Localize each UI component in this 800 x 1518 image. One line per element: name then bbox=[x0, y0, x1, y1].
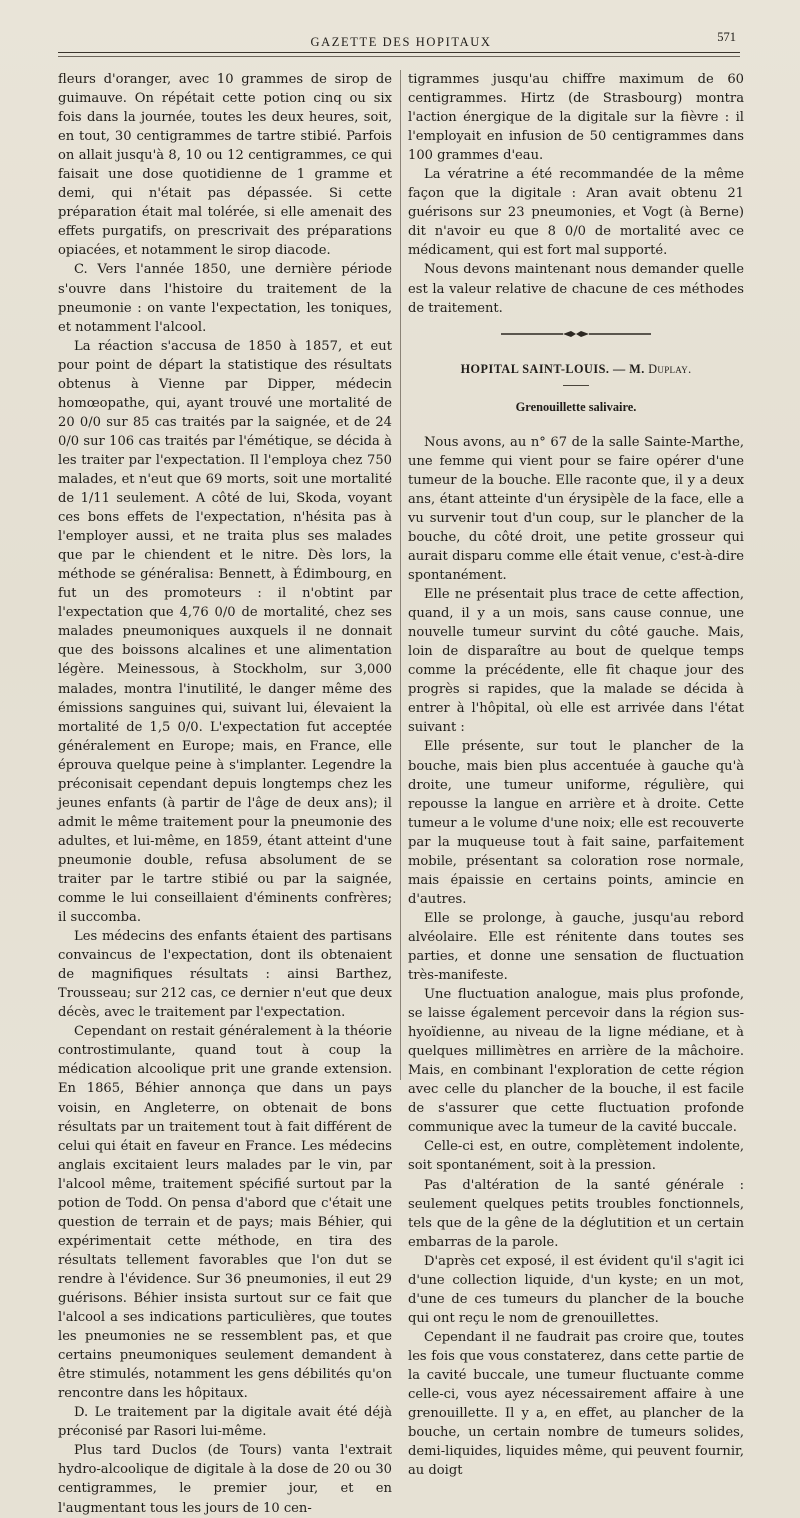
header-rule-thin bbox=[58, 56, 740, 57]
paragraph: Elle présente, sur tout le plancher de la bouche, mais bien plus accentuée à gauche qu'à droite, une tumeur uniforme, régulière, qui repousse la langue en arrière et à droite. Cette tumeur a le volume d'une noix; elle est recouverte par la muqueuse tout à fait saine, parfaitement mobile, présentant sa coloration rose normale, mais épaissie en certains points, amincie en d'autres. bbox=[408, 739, 744, 907]
paragraph: La vératrine a été recommandée de la même façon que la digitale : Aran avait obtenu 21 guérisons sur 23 pneumonies, et Vogt (à Berne) dit n'avoir eu que 8 0/0 de mortalité avec ce médicament, qui est fort mal supporté. bbox=[408, 167, 744, 259]
page-number: 571 bbox=[717, 30, 736, 44]
page-header bbox=[56, 30, 746, 52]
ornament-divider bbox=[501, 330, 651, 338]
paragraph: Nous devons maintenant nous demander quelle est la valeur relative de chacune de ces méthodes de traitement. bbox=[408, 262, 744, 316]
right-column bbox=[408, 70, 744, 1479]
paragraph: Cependant on restait généralement à la théorie controstimulante, quand tout à coup la médication alcoolique prit une grande extension. En 1865, Béhier annonça que dans un pays voisin, en Angleterre, on obtenait de bons résultats par un traitement tout à fait différent de celui qui était en faveur en France. Les médecins anglais excitaient leurs malades par le vin, par l'alcool même, traitement spécifié surtout par la potion de Todd. On pensa d'abord que c'était une question de terrain et de pays; mais Béhier, qui expérimentait cette méthode, en tira des résultats tellement favorables que l'on dut se rendre à l'évidence. Sur 36 pneumonies, il eut 29 guérisons. Béhier insista surtout sur ce fait que l'alcool a ses indications particulières, que toutes les pneumonies ne se ressemblent pas, et que certains pneumoniques seulement demandent à être stimulés, notamment les gens débilités qu'on rencontre dans les hôpitaux. bbox=[58, 1024, 392, 1402]
paragraph: Pas d'altération de la santé générale : seulement quelques petits troubles fonctionnels, tels que de la gêne de la déglutition et un certain embarras de la parole. bbox=[408, 1177, 744, 1250]
left-column bbox=[58, 70, 392, 1516]
header-rule bbox=[58, 52, 740, 53]
ornament-icon bbox=[501, 330, 651, 338]
paragraph: fleurs d'oranger, avec 10 grammes de sirop de guimauve. On répétait cette potion cinq ou six fois dans la journée, toutes les deux heures, soit, en tout, 30 centigrammes de tartre stibié. Parfois on allait jusqu'à 8, 10 ou 12 centigrammes, ce qui faisait une dose quotidienne de 1 gramme et demi, qui n'était pas dépassée. Si cette préparation était mal tolérée, si elle amenait des effets purgatifs, on prescrivait des préparations opiacées, et notamment le sirop diacode. bbox=[58, 72, 392, 259]
paragraph: D. Le traitement par la digitale avait été déjà préconisé par Rasori lui-même. bbox=[58, 1405, 392, 1440]
paragraph: Les médecins des enfants étaient des partisans convaincus de l'expectation, dont ils obtenaient de magnifiques résultats : ainsi Barthez, Trousseau; sur 212 cas, ce dernier n'eut que deux décès, avec le traitement par l'expectation. bbox=[58, 929, 392, 1021]
short-rule bbox=[563, 385, 589, 386]
paragraph: Cependant il ne faudrait pas croire que, toutes les fois que vous constaterez, dans cette partie de la cavité buccale, une tumeur fluctuante comme celle-ci, vous ayez nécessairement affaire à une grenouillette. Il y a, en effet, au plancher de la bouche, un certain nombre de tumeurs solides, demi-liquides, liquides même, qui peuvent fournir, au doigt bbox=[408, 1329, 744, 1479]
paragraph: Celle-ci est, en outre, complètement indolente, soit spontanément, soit à la pression. bbox=[408, 1139, 744, 1174]
hospital-heading bbox=[408, 360, 744, 379]
section-title: Grenouillette salivaire. bbox=[515, 399, 637, 414]
paragraph: Elle ne présentait plus trace de cette affection, quand, il y a un mois, sans cause connue, une nouvelle tumeur survint du côté gauche. Mais, loin de disparaître au bout de quelque temps comme la précédente, elle fit chaque jour des progrès si rapides, que la malade se décida à entrer à l'hôpital, où elle est arrivée dans l'état suivant : bbox=[408, 587, 744, 736]
hospital-name: HOPITAL SAINT-LOUIS. — M. bbox=[460, 361, 645, 376]
paragraph: tigrammes jusqu'au chiffre maximum de 60 centigrammes. Hirtz (de Strasbourg) montra l'action énergique de la digitale sur la fièvre : il l'employait en infusion de 50 centigrammes dans 100 grammes d'eau. bbox=[408, 72, 744, 164]
paragraph: La réaction s'accusa de 1850 à 1857, et eut pour point de départ la statistique des résultats obtenus à Vienne par Dipper, médecin homœopathe, qui, ayant trouvé une mortalité de 20 0/0 sur 85 cas traités par la saignée, et de 24 0/0 sur 106 cas traités par l'émétique, se décida à les traiter par l'expectation. Il l'employa chez 750 malades, et n'eut que 69 morts, soit une mortalité de 1/11 seulement. A côté de lui, Skoda, voyant ces bons effets de l'expectation, n'hésita pas à l'employer aussi, et ne traita plus ses malades que par le chiendent et le nitre. Dès lors, la méthode se généralisa: Bennett, à Édimbourg, en fut un des promoteurs : il n'obtint par l'expectation que 4,76 0/0 de mortalité, chez ses malades pneumoniques auxquels il ne donnait que des boissons alcalines et une alimentation légère. Meinessous, à Stockholm, sur 3,000 malades, montra l'inutilité, le danger même des émissions sanguines qui, suivant lui, élevaient la mortalité de 1,5 0/0. L'expectation fut acceptée généralement en Europe; mais, en France, elle éprouva quelque peine à s'implanter. Legendre la préconisait cependant depuis longtemps chez les jeunes enfants (à partir de l'âge de deux ans); il admit le même traitement pour la pneumonie des adultes, et lui-même, en 1859, étant atteint d'une pneumonie double, refusa absolument de se traiter par le tartre stibié ou par la saignée, comme le lui conseillaient d'éminents confrères; il succomba. bbox=[58, 338, 392, 926]
paragraph: Plus tard Duclos (de Tours) vanta l'extrait hydro-alcoolique de digitale à la dose de 20 ou 30 centigrammes, le premier jour, et en l'augmentant tous les jours de 10 cen- bbox=[58, 1443, 392, 1516]
paragraph: Une fluctuation analogue, mais plus profonde, se laisse également percevoir dans la région sus-hyoïdienne, au niveau de la ligne médiane, et à quelques millimètres en arrière de la mâchoire. Mais, en combinant l'exploration de cette région avec celle du plancher de la bouche, il est facile de s'assurer que cette fluctuation profonde communique avec la tumeur de la cavité buccale. bbox=[408, 987, 744, 1136]
paragraph: Elle se prolonge, à gauche, jusqu'au rebord alvéolaire. Elle est rénitente dans toutes ses parties, et donne une sensation de fluctuation très-manifeste. bbox=[408, 910, 744, 984]
column-divider bbox=[400, 70, 401, 1080]
doctor-name: Duplay. bbox=[648, 361, 692, 376]
paragraph: C. Vers l'année 1850, une dernière période s'ouvre dans l'histoire du traitement de la pneumonie : on vante l'expectation, les toniques, et notamment l'alcool. bbox=[58, 262, 392, 335]
paragraph: Nous avons, au n° 67 de la salle Sainte-Marthe, une femme qui vient pour se faire opérer d'une tumeur de la bouche. Elle raconte que, il y a deux ans, étant atteinte d'un érysipèle de la face, elle a vu survenir tout d'un coup, sur le plancher de la bouche, du côté droit, une petite grosseur qui aurait disparu comme elle était venue, c'est-à-dire spontanément. bbox=[408, 434, 744, 584]
paragraph: D'après cet exposé, il est évident qu'il s'agit ici d'une collection liquide, d'un kyste; en un mot, d'une de ces tumeurs du plancher de la bouche qui ont reçu le nom de grenouillettes. bbox=[408, 1253, 744, 1326]
running-title: GAZETTE DES HOPITAUX bbox=[310, 35, 492, 49]
